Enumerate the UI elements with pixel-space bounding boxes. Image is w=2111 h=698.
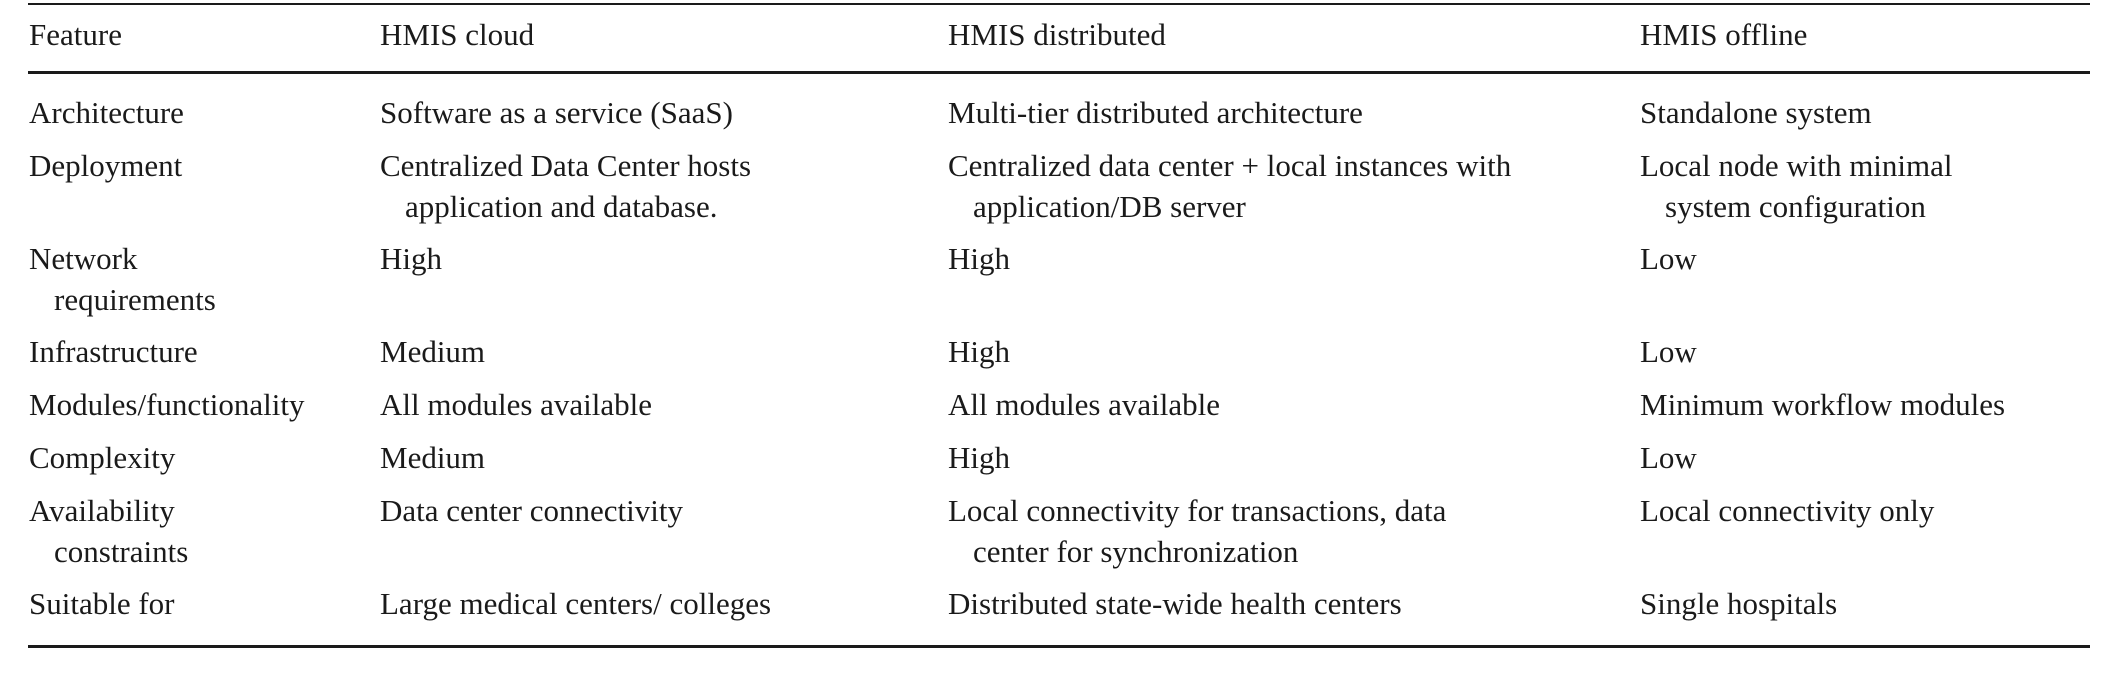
- table-cell-hmis-cloud: [380, 145, 751, 227]
- table-cell-hmis-distributed: [948, 92, 1363, 133]
- cell-text-line: High: [948, 440, 1010, 475]
- cell-text-line: Low: [1640, 241, 1697, 276]
- table-cell-feature: [29, 437, 175, 478]
- cell-text-line: Modules/functionality: [29, 387, 305, 422]
- table-cell-hmis-distributed: [948, 437, 1010, 478]
- table-cell-hmis-offline: [1640, 384, 2005, 425]
- cell-text-line: High: [948, 334, 1010, 369]
- cell-text-line: system configuration: [1665, 189, 1926, 224]
- table-cell-hmis-distributed: [948, 145, 1511, 227]
- cell-text-line: Data center connectivity: [380, 493, 683, 528]
- cell-text-line: High: [380, 241, 442, 276]
- table-cell-feature: [29, 92, 184, 133]
- table-cell-hmis-offline: [1640, 92, 1872, 133]
- table-cell-hmis-offline: [1640, 437, 1697, 478]
- cell-text-line: Complexity: [29, 440, 176, 475]
- cell-text-line: Standalone system: [1640, 95, 1872, 130]
- cell-text-line: Multi-tier distributed architecture: [948, 95, 1363, 130]
- table-cell-hmis-cloud: [380, 583, 771, 624]
- table-header-rule: [28, 71, 2090, 74]
- cell-text-line: Local connectivity only: [1640, 493, 1935, 528]
- cell-text-line: Infrastructure: [29, 334, 198, 369]
- cell-text-line: Software as a service (SaaS): [380, 95, 733, 130]
- table-cell-hmis-cloud: [380, 437, 485, 478]
- cell-text-line: requirements: [54, 282, 216, 317]
- table-cell-hmis-offline: [1640, 238, 1697, 279]
- table-cell-hmis-offline: [1640, 583, 1837, 624]
- table-cell-hmis-cloud: [380, 331, 485, 372]
- cell-text-line: Suitable for: [29, 586, 175, 621]
- cell-text-line: center for synchronization: [973, 534, 1299, 569]
- table-cell-hmis-distributed: [948, 490, 1446, 572]
- cell-text-line: Centralized data center + local instances with: [948, 148, 1512, 183]
- cell-text-line: All modules available: [380, 387, 653, 422]
- table-cell-hmis-cloud: [380, 490, 683, 531]
- table-cell-hmis-cloud: [380, 384, 652, 425]
- table-cell-hmis-distributed: [948, 331, 1010, 372]
- table-cell-feature: [29, 490, 188, 572]
- cell-text-line: application/DB server: [973, 189, 1246, 224]
- cell-text-line: application and database.: [405, 189, 718, 224]
- cell-text-line: Medium: [380, 334, 486, 369]
- table-cell-hmis-offline: [1640, 331, 1697, 372]
- table-top-rule: [28, 3, 2090, 5]
- table-cell-hmis-distributed: [948, 583, 1402, 624]
- cell-text-line: Large medical centers/ colleges: [380, 586, 772, 621]
- table-cell-feature: [29, 145, 182, 186]
- header-hmis-offline: HMIS offline: [1640, 17, 1808, 52]
- cell-text-line: constraints: [54, 534, 189, 569]
- cell-text-line: Single hospitals: [1640, 586, 1838, 621]
- table-cell-hmis-cloud: [380, 238, 442, 279]
- cell-text-line: Network: [29, 241, 138, 276]
- table-cell-feature: [29, 384, 305, 425]
- table-cell-feature: [29, 238, 216, 320]
- cell-text-line: Centralized Data Center hosts: [380, 148, 752, 183]
- header-hmis-cloud: HMIS cloud: [380, 17, 535, 52]
- cell-text-line: Medium: [380, 440, 486, 475]
- cell-text-line: Low: [1640, 440, 1697, 475]
- table-cell-hmis-cloud: [380, 92, 733, 133]
- cell-text-line: Local node with minimal: [1640, 148, 1953, 183]
- table-bottom-rule: [28, 645, 2090, 648]
- cell-text-line: Deployment: [29, 148, 183, 183]
- header-feature: Feature: [29, 17, 122, 52]
- table-cell-hmis-offline: [1640, 145, 1953, 227]
- table-cell-hmis-distributed: [948, 238, 1010, 279]
- table-cell-feature: [29, 331, 198, 372]
- table-cell-feature: [29, 583, 175, 624]
- cell-text-line: All modules available: [948, 387, 1221, 422]
- cell-text-line: Distributed state-wide health centers: [948, 586, 1402, 621]
- table-cell-hmis-offline: [1640, 490, 1934, 531]
- cell-text-line: Local connectivity for transactions, data: [948, 493, 1447, 528]
- cell-text-line: Architecture: [29, 95, 184, 130]
- table-cell-hmis-distributed: [948, 384, 1220, 425]
- cell-text-line: Low: [1640, 334, 1697, 369]
- cell-text-line: Availability: [29, 493, 175, 528]
- cell-text-line: High: [948, 241, 1010, 276]
- cell-text-line: Minimum workflow modules: [1640, 387, 2006, 422]
- header-hmis-distributed: HMIS distributed: [948, 17, 1166, 52]
